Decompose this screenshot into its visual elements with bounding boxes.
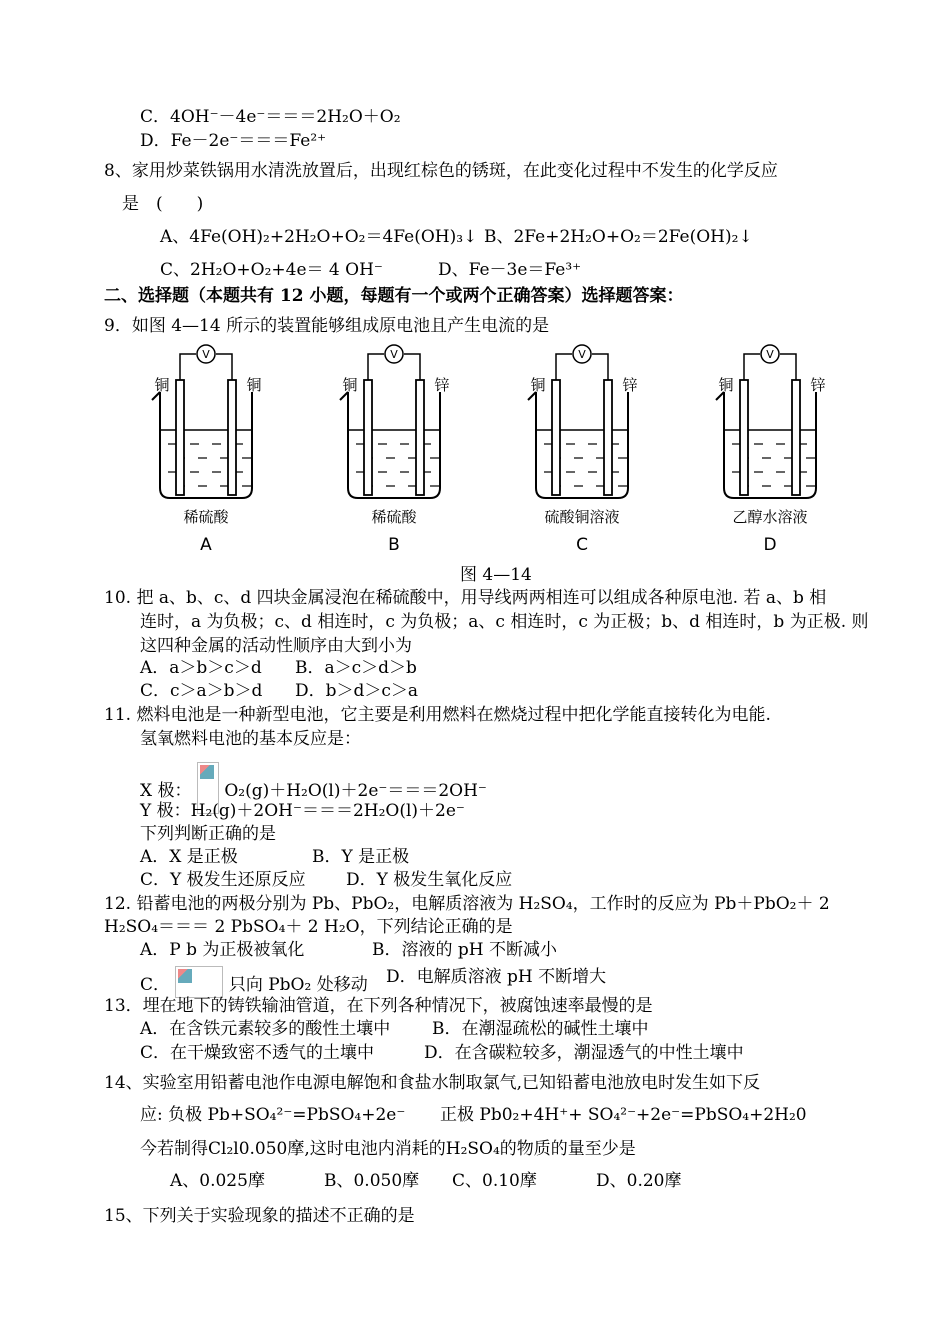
right-electrode-label: 锌 [434,376,450,394]
q15-stem: 15、下列关于实验现象的描述不正确的是 [104,1206,415,1226]
q11-option-c: C．Y 极发生还原反应 [140,870,306,890]
option-letter: D [763,535,777,555]
q12-option-c-text: 只向 PbO₂ 处移动 [228,975,368,995]
q13-option-d: D．在含碳粒较多，潮湿透气的中性土壤中 [424,1043,744,1063]
solution-label: 乙醇水溶液 [732,508,808,526]
beaker-outline [724,392,816,498]
q11-stem-line1: 11. 燃料电池是一种新型电池，它主要是利用燃料在燃烧过程中把化学能直接转化为电能. [104,705,771,725]
q8-option-d: D、Fe－3e＝Fe³⁺ [438,260,582,280]
left-electrode-label: 铜 [154,376,170,394]
left-electrode-label: 铜 [530,376,546,394]
left-electrode [176,380,184,495]
q11-option-a: A．X 是正极 [140,847,238,867]
q11-x-label: X 极： [140,781,192,801]
voltmeter-symbol: V [390,348,398,361]
left-electrode-label: 铜 [718,376,734,394]
q14-option-d: D、0.20摩 [596,1171,682,1191]
q13-stem: 13．埋在地下的铸铁输油管道，在下列各种情况下，被腐蚀速率最慢的是 [104,996,653,1016]
option-letter: A [200,535,212,555]
q10-option-d: D．b＞d＞c＞a [295,681,419,701]
voltmeter-symbol: V [766,348,774,361]
right-electrode [416,380,424,495]
wire-left [556,354,572,380]
q14-negative-electrode: 应: 负极 Pb+SO₄²⁻=PbSO₄+2e⁻ [140,1105,406,1125]
q14-stem-line1: 14、实验室用铅蓄电池作电源电解饱和食盐水制取氯气,已知铅蓄电池放电时发生如下反 [104,1073,761,1093]
q11-option-b: B．Y 是正极 [312,847,410,867]
right-electrode [228,380,236,495]
q11-option-d: D．Y 极发生氧化反应 [346,870,513,890]
q12-option-b: B．溶液的 pH 不断减小 [372,940,558,960]
voltmeter-symbol: V [202,348,210,361]
wire-right [404,354,420,380]
q14-option-c: C、0.10摩 [452,1171,537,1191]
left-electrode [740,380,748,495]
q8-option-a: A、4Fe(OH)₂+2H₂O+O₂＝4Fe(OH)₃↓ [160,227,478,247]
right-electrode-label: 铜 [246,376,262,394]
q12-stem-line2: H₂SO₄＝＝＝ 2 PbSO₄＋ 2 H₂O，下列结论正确的是 [104,917,513,937]
q11-y-electrode: Y 极：H₂(g)＋2OH⁻＝＝＝2H₂O(l)＋2e⁻ [140,801,465,821]
q11-judge: 下列判断正确的是 [140,824,276,844]
wire-left [368,354,384,380]
q12-option-d: D．电解质溶液 pH 不断增大 [386,967,607,987]
right-electrode [792,380,800,495]
q10-option-a: A．a＞b＞c＞d [140,658,262,678]
q12-option-c [140,966,368,998]
q12-option-c-prefix: C． [140,975,171,995]
wire-left [180,354,196,380]
solution-label: 硫酸铜溶液 [544,508,620,526]
q10-stem-line2: 连时，a 为负极；c、d 相连时，c 为负极；a、c 相连时，c 为正极；b、d 相连时，b 为正极. 则 [140,612,869,632]
q8-stem-line1: 8、家用炒菜铁锅用水清洗放置后，出现红棕色的锈斑，在此变化过程中不发生的化学反应 [104,161,778,181]
broken-image-icon [175,966,223,998]
option-letter: B [388,535,400,555]
wire-left [744,354,760,380]
q10-stem-line3: 这四种金属的活动性顺序由大到小为 [140,636,412,656]
right-electrode [604,380,612,495]
q13-option-a: A．在含铁元素较多的酸性土壤中 [140,1019,391,1039]
q13-option-b: B．在潮湿疏松的碱性土壤中 [432,1019,649,1039]
solution-label: 稀硫酸 [183,508,229,526]
q7-option-d: D．Fe－2e⁻＝＝＝Fe²⁺ [140,131,327,151]
right-electrode-label: 锌 [622,376,638,394]
q14-option-a: A、0.025摩 [170,1171,265,1191]
beaker-outline [348,392,440,498]
right-electrode-label: 锌 [810,376,826,394]
section-heading: 二、选择题（本题共有 12 小题，每题有一个或两个正确答案）选择题答案： [104,286,684,306]
solution-label: 稀硫酸 [371,508,417,526]
option-letter: C [576,535,588,555]
q8-stem-line2: 是 ( ) [122,194,204,214]
galvanic-cells-diagram [140,340,840,560]
q8-option-c: C、2H₂O+O₂+4e＝ 4 OH⁻ [160,260,383,280]
q14-option-b: B、0.050摩 [324,1171,420,1191]
q12-option-a: A．P b 为正极被氧化 [140,940,305,960]
q8-option-b: B、2Fe+2H₂O+O₂＝2Fe(OH)₂↓ [484,227,753,247]
wire-right [216,354,232,380]
beaker-outline [536,392,628,498]
q7-option-c: C．4OH⁻－4e⁻＝＝＝2H₂O＋O₂ [140,107,401,127]
q10-stem-line1: 10. 把 a、b、c、d 四块金属浸泡在稀硫酸中，用导线两两相连可以组成各种原电池. 若 a、b 相 [104,588,827,608]
q13-option-c: C．在干燥致密不透气的土壤中 [140,1043,375,1063]
left-electrode-label: 铜 [342,376,358,394]
beaker-outline [160,392,252,498]
wire-right [780,354,796,380]
q9-stem: 9．如图 4—14 所示的装置能够组成原电池且产生电流的是 [104,316,550,336]
left-electrode [364,380,372,495]
wire-right [592,354,608,380]
q12-stem-line1: 12. 铅蓄电池的两极分别为 Pb、PbO₂，电解质溶液为 H₂SO₄，工作时的反应为 Pb＋PbO₂＋ 2 [104,894,830,914]
left-electrode [552,380,560,495]
q10-option-b: B．a＞c＞d＞b [295,658,417,678]
figure-caption: 图 4—14 [460,565,532,585]
q11-x-equation: O₂(g)＋H₂O(l)＋2e⁻＝＝＝2OH⁻ [224,781,487,801]
q10-option-c: C．c＞a＞b＞d [140,681,263,701]
q11-stem-line2: 氢氧燃料电池的基本反应是： [140,729,361,749]
voltmeter-symbol: V [578,348,586,361]
figure-4-14 [140,340,840,560]
q14-positive-electrode: 正极 Pb0₂+4H⁺+ SO₄²⁻+2e⁻=PbSO₄+2H₂0 [440,1105,807,1125]
q14-stem-line3: 今若制得Cl₂l0.050摩,这时电池内消耗的H₂SO₄的物质的量至少是 [140,1139,636,1159]
